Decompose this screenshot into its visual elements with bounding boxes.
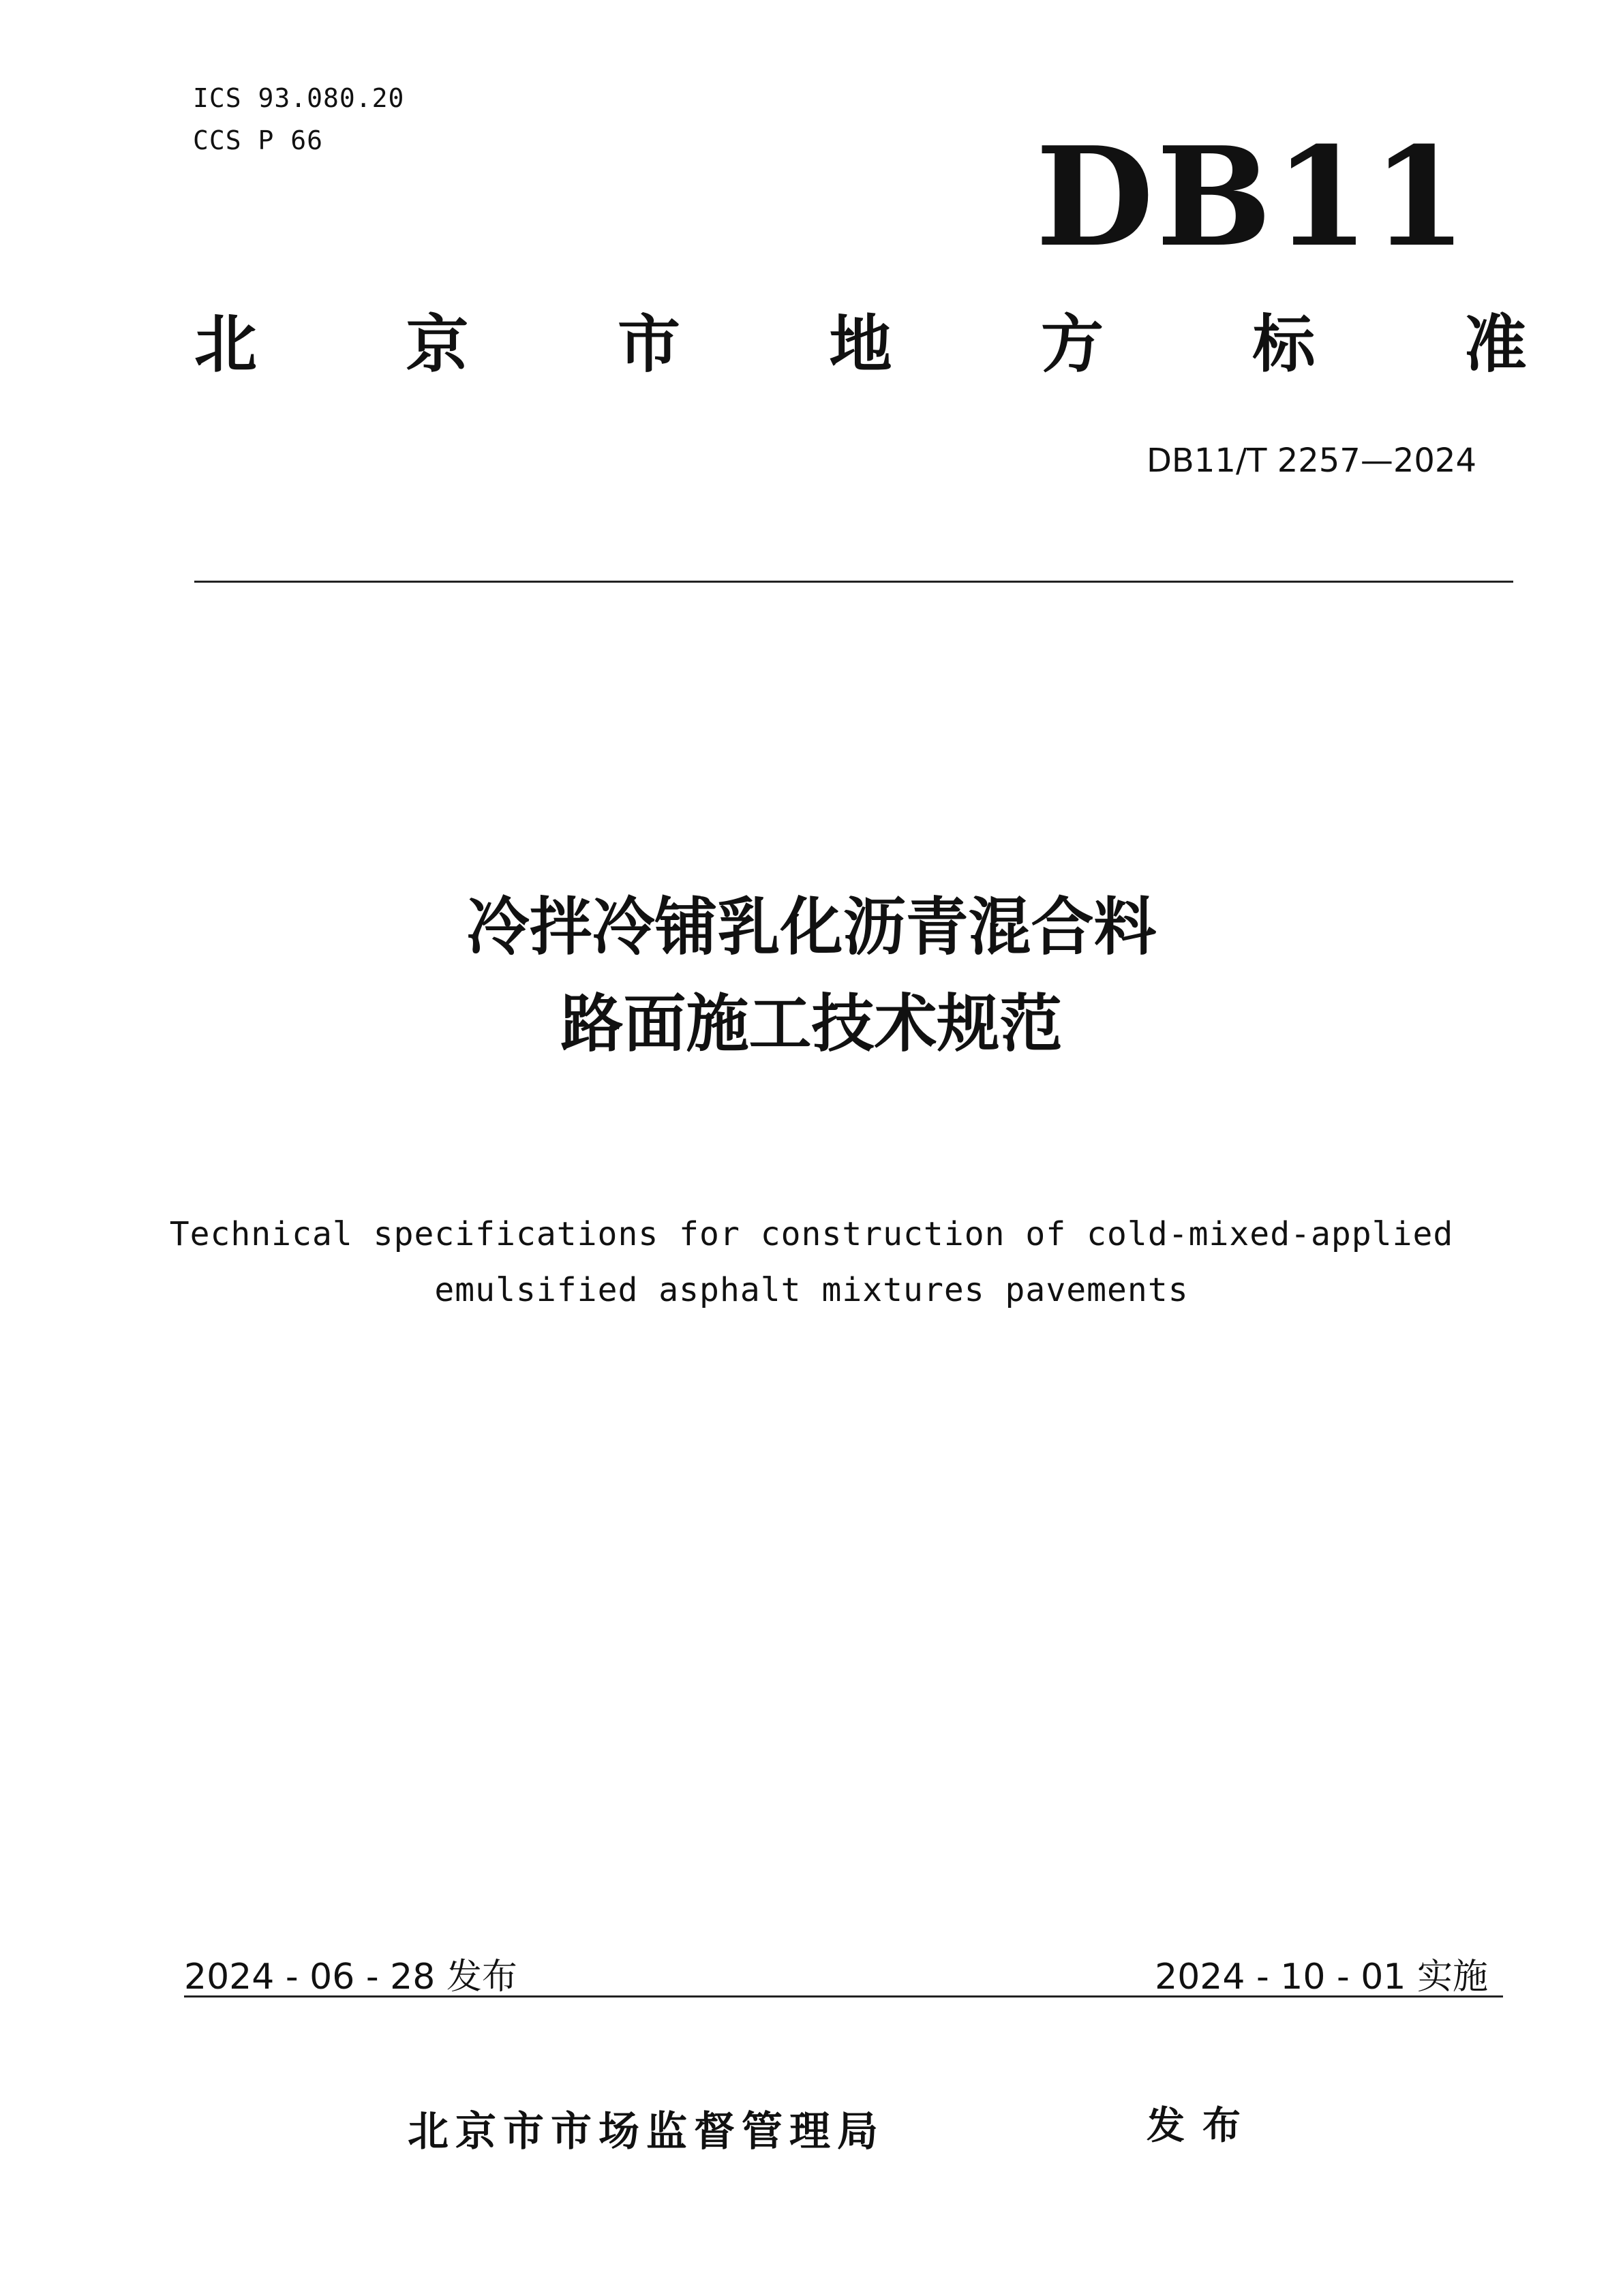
chinese-title-line-2: 路面施工技术规范 (560, 988, 1063, 1060)
standard-type-char: 地 (829, 308, 892, 381)
chinese-title (0, 879, 1623, 1073)
chinese-title-line-1: 冷拌冷铺乳化沥青混合料 (466, 891, 1157, 964)
publish-label: 发布 (1147, 2104, 1258, 2148)
ccs-code: CCS P 66 (193, 125, 324, 155)
standard-type-char: 北 (194, 308, 258, 381)
english-title-line-1: Technical specifications for construction of cold-mixed-applied (169, 1215, 1454, 1253)
standard-type-char: 京 (406, 308, 469, 381)
ics-code: ICS 93.080.20 (193, 83, 405, 113)
standard-type-char: 准 (1463, 308, 1527, 381)
english-title-line-2: emulsified asphalt mixtures pavements (434, 1271, 1189, 1309)
implementation-date: 2024 - 10 - 01 实施 (1155, 1957, 1488, 1997)
bottom-divider (184, 1995, 1503, 1997)
issuing-authority: 北京市市场监督管理局 (408, 2108, 885, 2156)
standard-type-char: 市 (617, 308, 680, 381)
standard-type-char: 方 (1040, 308, 1104, 381)
english-title (0, 1206, 1623, 1318)
standard-number: DB11/T 2257—2024 (1146, 442, 1476, 480)
standard-type-char: 标 (1252, 308, 1316, 381)
standard-code-logo: DB11 (1035, 117, 1470, 277)
top-divider (194, 581, 1513, 583)
issue-date: 2024 - 06 - 28 发布 (184, 1957, 517, 1997)
standard-type-heading (194, 308, 1527, 381)
